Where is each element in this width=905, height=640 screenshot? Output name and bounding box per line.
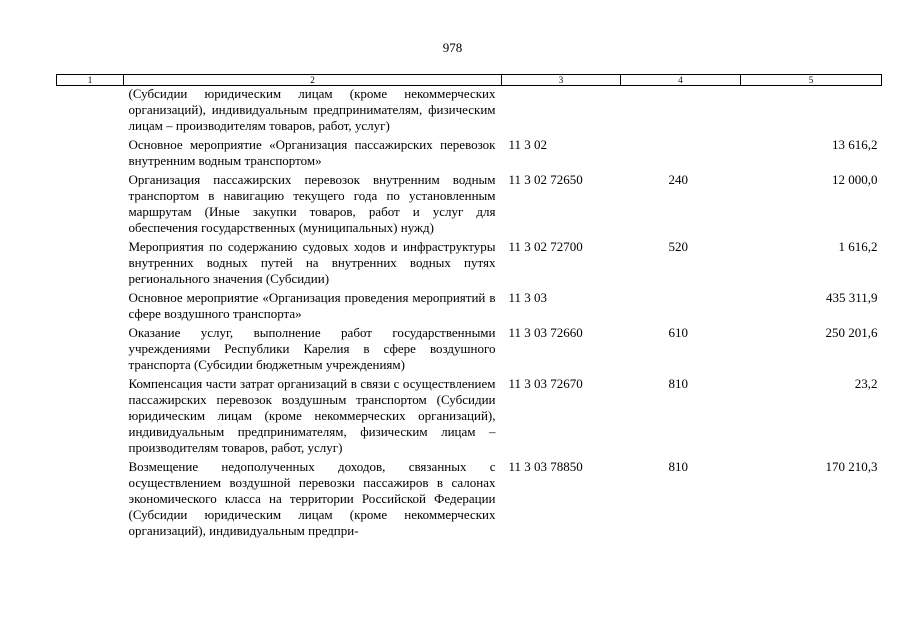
row-code: 11 3 03	[508, 290, 548, 305]
row-amount: 250 201,6	[825, 325, 878, 340]
row-expense-type	[621, 86, 741, 138]
table-row	[57, 239, 882, 290]
budget-table	[56, 74, 882, 542]
column-header-2: 2	[124, 75, 502, 86]
row-code: 11 3 03 72670	[508, 376, 583, 391]
table-row	[57, 459, 882, 542]
row-amount: 435 311,9	[825, 290, 878, 305]
table-row	[57, 172, 882, 239]
row-description: (Субсидии юридическим лицам (кроме некоммерческих организаций), индивидуальным предпринимателям, физическим лицам – производителям товаров, работ, услуг)	[128, 86, 496, 133]
row-expense-type: 610	[668, 325, 688, 340]
table-row	[57, 325, 882, 376]
row-expense-type: 810	[668, 376, 688, 391]
row-index-cell	[57, 376, 124, 459]
table-row	[57, 137, 882, 172]
row-code: 11 3 03 72660	[508, 325, 583, 340]
row-index-cell	[57, 172, 124, 239]
table-row	[57, 290, 882, 325]
row-expense-type: 520	[668, 239, 688, 254]
row-code: 11 3 02	[508, 137, 548, 152]
column-header-3: 3	[502, 75, 621, 86]
row-code: 11 3 02 72650	[508, 172, 583, 187]
row-amount: 12 000,0	[832, 172, 878, 187]
row-code	[502, 86, 621, 138]
row-amount: 1 616,2	[838, 239, 878, 254]
row-code: 11 3 03 78850	[508, 459, 583, 474]
row-index-cell	[57, 239, 124, 290]
column-header-5: 5	[741, 75, 882, 86]
row-index-cell	[57, 137, 124, 172]
table-header-row	[57, 75, 882, 86]
row-amount: 170 210,3	[825, 459, 878, 474]
column-header-4: 4	[621, 75, 741, 86]
row-description: Мероприятия по содержанию судовых ходов и инфраструктуры внутренних водных путей на внутренних водных путях регионального значения (Субсидии)	[128, 239, 496, 286]
row-description: Оказание услуг, выполнение работ государственными учреждениями Республики Карелия в сфере воздушного транспорта (Субсидии бюджетным учреждениям)	[128, 325, 496, 372]
row-description: Компенсация части затрат организаций в связи с осуществлением пассажирских перевозок воздушным транспортом (Субсидии юридическим лицам (кроме некоммерческих организаций), индивидуальным предпринимателям, физическим лицам – производителям товаров, работ, услуг)	[128, 376, 496, 455]
row-expense-type	[621, 290, 741, 325]
row-amount: 23,2	[854, 376, 878, 391]
row-index-cell	[57, 459, 124, 542]
table-row	[57, 376, 882, 459]
page-number: 978	[442, 40, 463, 55]
row-description: Возмещение недополученных доходов, связанных с осуществлением воздушной перевозки пассажиров в салонах экономического класса на территории Российской Федерации (Субсидии юридическим лицам (кроме некоммерческих организаций), индивидуальным предпри-	[128, 459, 496, 538]
column-header-1: 1	[57, 75, 124, 86]
row-amount: 13 616,2	[832, 137, 878, 152]
row-amount	[741, 86, 882, 138]
row-index-cell	[57, 86, 124, 138]
table-row	[57, 86, 882, 138]
row-code: 11 3 02 72700	[508, 239, 583, 254]
row-expense-type	[621, 137, 741, 172]
row-index-cell	[57, 325, 124, 376]
row-expense-type: 810	[668, 459, 688, 474]
row-description: Основное мероприятие «Организация пассажирских перевозок внутренним водным транспортом»	[128, 137, 496, 168]
row-index-cell	[57, 290, 124, 325]
row-description: Организация пассажирских перевозок внутренним водным транспортом в навигацию текущего года по установленным маршрутам (Иные закупки товаров, работ и услуг для обеспечения государственных (муниципальных) нужд)	[128, 172, 496, 235]
row-description: Основное мероприятие «Организация проведения мероприятий в сфере воздушного транспорта»	[128, 290, 496, 321]
row-expense-type: 240	[668, 172, 688, 187]
